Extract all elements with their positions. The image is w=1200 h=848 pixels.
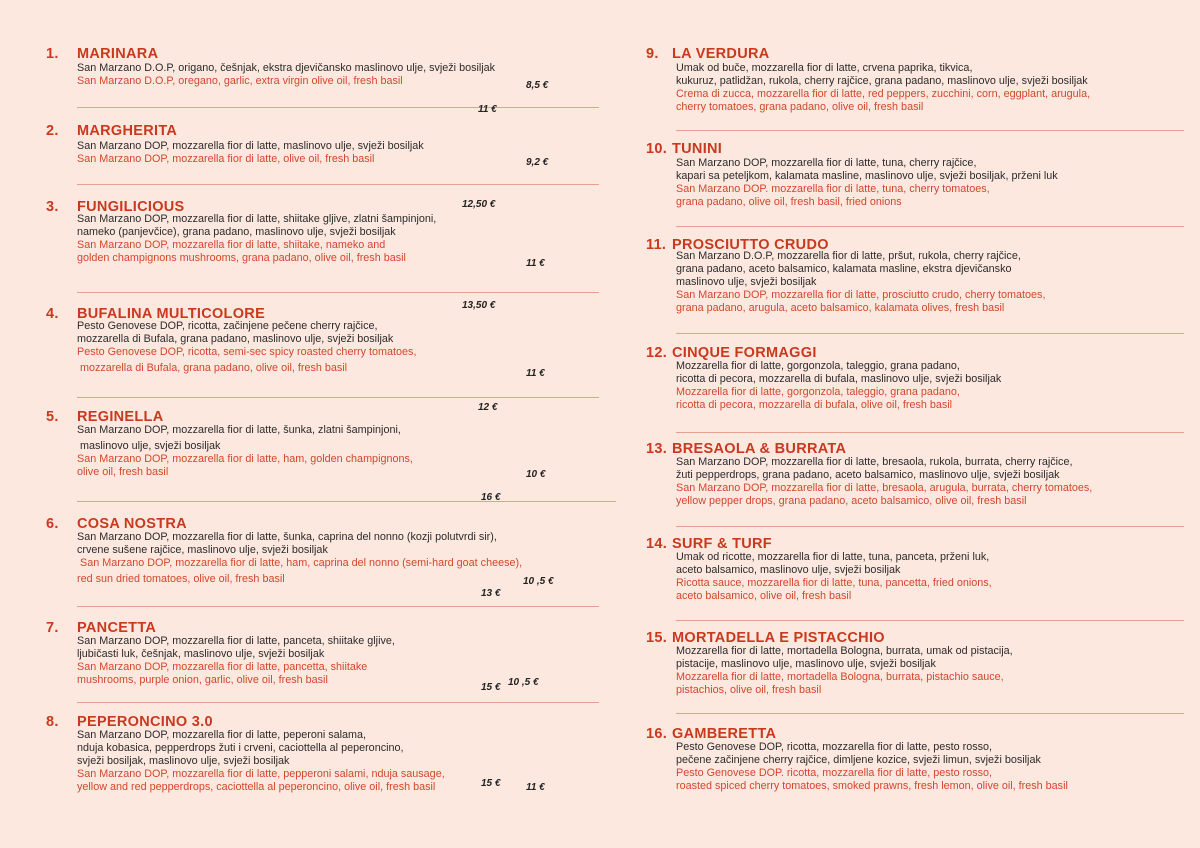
description-english: yellow and red pepperdrops, caciottella al peperoncino, olive oil, fresh basil — [77, 781, 436, 793]
description-english: Mozzarella fior di latte, gorgonzola, taleggio, grana padano, — [676, 386, 960, 398]
description-english: San Marzano DOP, mozzarella fior di latte, ham, golden champignons, — [77, 453, 413, 465]
item-number: 16. — [646, 726, 668, 742]
item-number: 7. — [46, 620, 59, 636]
divider — [676, 526, 1184, 527]
item-name: FUNGILICIOUS — [77, 199, 185, 215]
item-name: PANCETTA — [77, 620, 157, 636]
item-number: 3. — [46, 199, 59, 215]
description-croatian: San Marzano D.O.P, mozzarella fior di latte, pršut, rukola, cherry rajčice, — [676, 250, 1021, 262]
divider — [77, 292, 599, 293]
description-croatian: maslinovo ulje, svježi bosiljak — [676, 276, 817, 288]
item-description — [676, 741, 1068, 793]
divider — [676, 333, 1184, 334]
description-croatian: Pesto Genovese DOP, ricotta, mozzarella fior di latte, pesto rosso, — [676, 741, 993, 753]
item-description — [77, 424, 413, 479]
item-name: BRESAOLA & BURRATA — [672, 441, 847, 457]
description-english: San Marzano DOP, mozzarella fior di latte, ham, caprina del nonno (semi-hard goat cheese), — [77, 557, 523, 569]
description-croatian: San Marzano DOP, mozzarella fior di latte, šunka, caprina del nonno (kozji polutvrdi sir), — [77, 531, 497, 543]
description-english: San Marzano DOP, mozzarella fior di latte, pancetta, shiitake — [77, 661, 368, 673]
description-croatian: San Marzano DOP, mozzarella fior di latte, bresaola, rukola, burrata, cherry rajčice, — [676, 456, 1073, 468]
item-name: GAMBERETTA — [672, 726, 777, 742]
item-number: 9. — [646, 46, 659, 62]
divider — [77, 501, 616, 502]
item-number: 10. — [646, 141, 668, 157]
description-croatian: aceto balsamico, maslinovo ulje, svježi bosiljak — [676, 564, 901, 576]
description-croatian: svježi bosiljak, maslinovo ulje, svježi bosiljak — [77, 755, 290, 767]
description-english: Ricotta sauce, mozzarella fior di latte, tuna, pancetta, fried onions, — [676, 577, 992, 589]
description-croatian: San Marzano DOP, mozzarella fior di latte, maslinovo ulje, svježi bosiljak — [77, 140, 424, 152]
item-price: 11 € — [526, 368, 545, 379]
item-price: 10 € — [526, 469, 546, 480]
description-croatian: San Marzano D.O.P, origano, češnjak, ekstra djevičansko maslinovo ulje, svježi bosiljak — [77, 62, 496, 74]
description-croatian: žuti pepperdrops, grana padano, aceto balsamico, maslinovo ulje, svježi bosiljak — [676, 469, 1060, 481]
description-croatian: Pesto Genovese DOP, ricotta, začinjene pečene cherry rajčice, — [77, 320, 378, 332]
item-description — [676, 250, 1045, 315]
divider — [676, 713, 1184, 714]
description-croatian: San Marzano DOP, mozzarella fior di latte, šunka, zlatni šampinjoni, — [77, 424, 401, 436]
description-croatian: crvene sušene rajčice, maslinovo ulje, svježi bosiljak — [77, 544, 328, 556]
item-number: 8. — [46, 714, 59, 730]
divider — [77, 606, 599, 607]
item-description — [77, 531, 522, 586]
description-croatian: nameko (panjevčice), grana padano, maslinovo ulje, svježi bosiljak — [77, 226, 396, 238]
item-description — [77, 213, 436, 265]
description-english: grana padano, arugula, aceto balsamico, kalamata olives, fresh basil — [676, 302, 1005, 314]
divider — [77, 184, 599, 185]
divider — [676, 130, 1184, 131]
item-price: 10 ,5 € — [523, 576, 554, 587]
description-english: Crema di zucca, mozzarella fior di latte, red peppers, zucchini, corn, eggplant, arugula, — [676, 88, 1091, 100]
item-number: 13. — [646, 441, 668, 457]
item-price: 10 ,5 € — [508, 677, 539, 688]
item-number: 12. — [646, 345, 668, 361]
description-croatian: Mozzarella fior di latte, gorgonzola, taleggio, grana padano, — [676, 360, 960, 372]
divider — [77, 397, 599, 398]
item-number: 6. — [46, 516, 59, 532]
description-croatian: San Marzano DOP, mozzarella fior di latte, panceta, shiitake gljive, — [77, 635, 395, 647]
description-english: olive oil, fresh basil — [77, 466, 169, 478]
item-number: 4. — [46, 306, 59, 322]
item-name: MARGHERITA — [77, 123, 178, 139]
description-croatian: San Marzano DOP, mozzarella fior di latte, peperoni salama, — [77, 729, 367, 741]
item-name: CINQUE FORMAGGI — [672, 345, 817, 361]
description-english: golden champignons mushrooms, grana padano, olive oil, fresh basil — [77, 252, 406, 264]
divider — [77, 107, 599, 108]
item-price: 11 € — [526, 258, 545, 269]
item-description — [676, 645, 1013, 697]
description-english: Mozzarella fior di latte, mortadella Bologna, burrata, pistachio sauce, — [676, 671, 1004, 683]
item-price: 9,2 € — [526, 157, 549, 168]
item-description — [77, 62, 495, 88]
item-description — [77, 320, 416, 375]
description-croatian: nduja kobasica, pepperdrops žuti i crveni, caciottella al peperoncino, — [77, 742, 404, 754]
item-number: 1. — [46, 46, 59, 62]
item-price: 15 € — [481, 778, 501, 789]
item-price: 13,50 € — [462, 300, 496, 311]
description-croatian: Umak od ricotte, mozzarella fior di latte, tuna, panceta, prženi luk, — [676, 551, 990, 563]
description-english: red sun dried tomatoes, olive oil, fresh basil — [77, 573, 285, 585]
description-croatian: grana padano, aceto balsamico, kalamata masline, ekstra djevičansko — [676, 263, 1012, 275]
description-croatian: kapari sa peteljkom, kalamata masline, maslinovo ulje, svježi bosiljak, prženi luk — [676, 170, 1058, 182]
description-croatian: ricotta di pecora, mozzarella di bufala, maslinovo ulje, svježi bosiljak — [676, 373, 1002, 385]
description-english: San Marzano DOP, mozzarella fior di latte, bresaola, arugula, burrata, cherry tomatoes, — [676, 482, 1093, 494]
item-price: 11 € — [478, 104, 497, 115]
item-price: 12,50 € — [462, 199, 496, 210]
divider — [676, 226, 1184, 227]
description-english: Pesto Genovese DOP, ricotta, semi-sec spicy roasted cherry tomatoes, — [77, 346, 417, 358]
item-price: 11 € — [526, 782, 545, 793]
divider — [676, 620, 1184, 621]
item-description — [676, 157, 1058, 209]
description-english: yellow pepper drops, grana padano, aceto balsamico, olive oil, fresh basil — [676, 495, 1027, 507]
description-english: San Marzano DOP. mozzarella fior di latte, tuna, cherry tomatoes, — [676, 183, 990, 195]
description-english: mozzarella di Bufala, grana padano, olive oil, fresh basil — [77, 362, 348, 374]
item-description — [77, 140, 424, 166]
description-croatian: kukuruz, patlidžan, rukola, cherry rajčice, grana padano, maslinovo ulje, svježi bosiljak — [676, 75, 1088, 87]
item-number: 14. — [646, 536, 668, 552]
item-description — [676, 360, 1001, 412]
item-price: 8,5 € — [526, 80, 549, 91]
description-croatian: ljubičasti luk, češnjak, maslinovo ulje, svježi bosiljak — [77, 648, 325, 660]
description-english: mushrooms, purple onion, garlic, olive oil, fresh basil — [77, 674, 328, 686]
description-english: San Marzano DOP, mozzarella fior di latte, prosciutto crudo, cherry tomatoes, — [676, 289, 1046, 301]
item-description — [676, 456, 1092, 508]
item-name: PEPERONCINO 3.0 — [77, 714, 213, 730]
item-name: PROSCIUTTO CRUDO — [672, 237, 829, 253]
item-name: LA VERDURA — [672, 46, 770, 62]
item-price: 15 € — [481, 682, 501, 693]
item-price: 13 € — [481, 588, 501, 599]
description-croatian: San Marzano DOP, mozzarella fior di latte, shiitake gljive, zlatni šampinjoni, — [77, 213, 437, 225]
description-english: San Marzano DOP, mozzarella fior di latte, shiitake, nameko and — [77, 239, 386, 251]
item-name: REGINELLA — [77, 409, 164, 425]
description-english: pistachios, olive oil, fresh basil — [676, 684, 822, 696]
item-number: 11. — [646, 237, 667, 253]
description-english: San Marzano DOP, mozzarella fior di latte, pepperoni salami, nduja sausage, — [77, 768, 445, 780]
item-name: COSA NOSTRA — [77, 516, 187, 532]
description-english: ricotta di pecora, mozzarella di bufala, olive oil, fresh basil — [676, 399, 953, 411]
description-english: roasted spiced cherry tomatoes, smoked prawns, fresh lemon, olive oil, fresh basil — [676, 780, 1068, 792]
item-name: SURF & TURF — [672, 536, 772, 552]
description-english: San Marzano DOP, mozzarella fior di latte, olive oil, fresh basil — [77, 153, 375, 165]
item-description — [676, 551, 992, 603]
item-name: MARINARA — [77, 46, 159, 62]
description-croatian: San Marzano DOP, mozzarella fior di latte, tuna, cherry rajčice, — [676, 157, 977, 169]
description-croatian: maslinovo ulje, svježi bosiljak — [77, 440, 221, 452]
description-english: Pesto Genovese DOP. ricotta, mozzarella fior di latte, pesto rosso, — [676, 767, 993, 779]
item-description — [77, 729, 445, 794]
description-croatian: pistacije, maslinovo ulje, maslinovo ulje, svježi bosiljak — [676, 658, 936, 670]
item-number: 5. — [46, 409, 59, 425]
item-number: 15. — [646, 630, 668, 646]
item-price: 16 € — [481, 492, 501, 503]
item-name: MORTADELLA E PISTACCHIO — [672, 630, 885, 646]
description-english: grana padano, olive oil, fresh basil, fried onions — [676, 196, 902, 208]
description-english: aceto balsamico, olive oil, fresh basil — [676, 590, 852, 602]
description-english: cherry tomatoes, grana padano, olive oil, fresh basil — [676, 101, 924, 113]
description-croatian: Umak od buče, mozzarella fior di latte, crvena paprika, tikvica, — [676, 62, 973, 74]
divider — [77, 702, 599, 703]
item-price: 12 € — [478, 402, 498, 413]
divider — [676, 432, 1184, 433]
description-english: San Marzano D.O.P, oregano, garlic, extra virgin olive oil, fresh basil — [77, 75, 403, 87]
item-name: TUNINI — [672, 141, 723, 157]
item-name: BUFALINA MULTICOLORE — [77, 306, 266, 322]
item-description — [676, 62, 1090, 114]
item-description — [77, 635, 395, 687]
description-croatian: pečene začinjene cherry rajčice, dimljene kozice, svježi limun, svježi bosiljak — [676, 754, 1041, 766]
description-croatian: Mozzarella fior di latte, mortadella Bologna, burrata, umak od pistacija, — [676, 645, 1013, 657]
description-croatian: mozzarella di Bufala, grana padano, maslinovo ulje, svježi bosiljak — [77, 333, 394, 345]
item-number: 2. — [46, 123, 59, 139]
